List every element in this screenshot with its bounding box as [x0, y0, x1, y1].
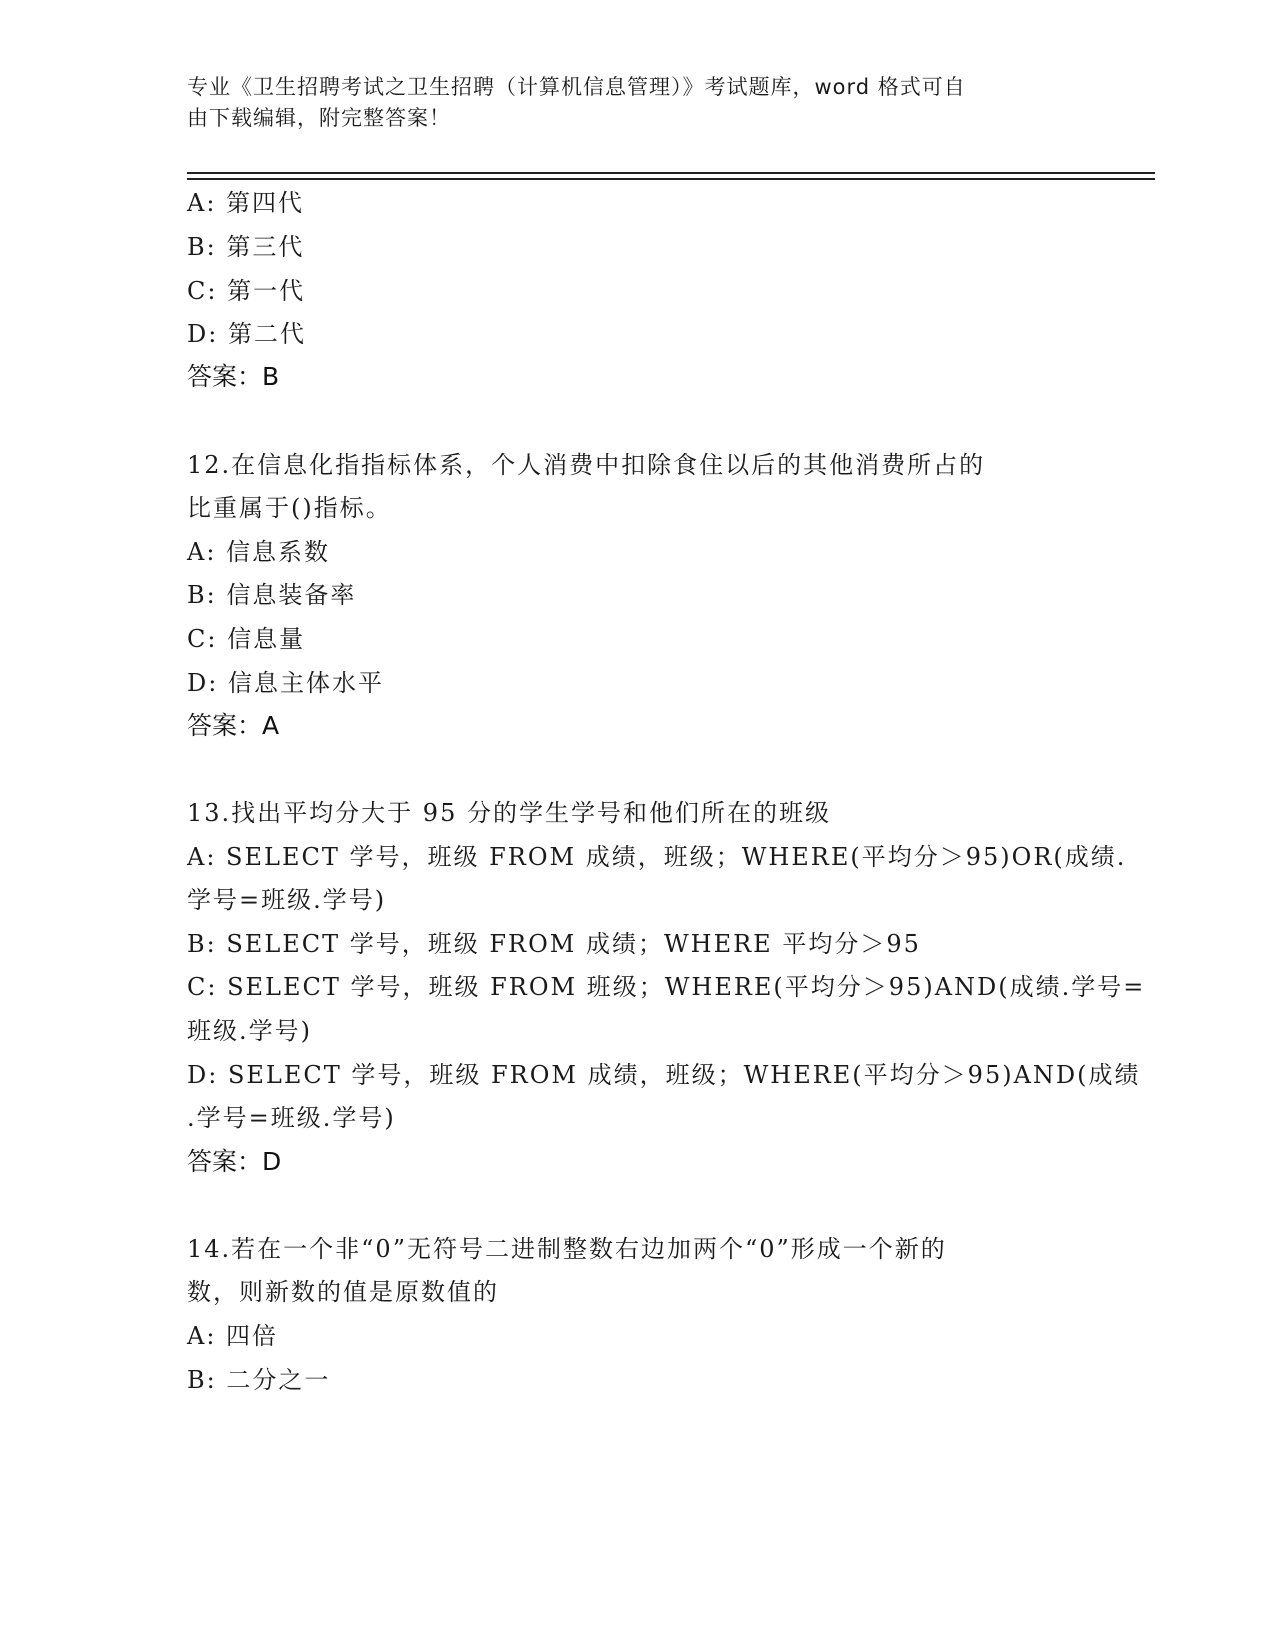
header-line-2: 由下载编辑，附完整答案！ [187, 106, 451, 130]
q13-option-c-line-1: C: SELECT 学号，班级 FROM 班级；WHERE(平均分＞95)AND(成绩.学号= [187, 973, 1146, 1001]
header-divider-top [187, 172, 1155, 174]
q11-option-a: A: 第四代 [187, 189, 305, 217]
q13-option-b: B: SELECT 学号，班级 FROM 成绩；WHERE 平均分＞95 [187, 930, 921, 958]
q14-stem-line-2: 数，则新数的值是原数值的 [187, 1278, 499, 1306]
q12-option-b: B: 信息装备率 [187, 581, 357, 609]
q11-option-b: B: 第三代 [187, 233, 305, 261]
q12-option-d: D: 信息主体水平 [187, 669, 384, 697]
q13-option-a-line-2: 学号=班级.学号) [187, 886, 387, 914]
q12-option-c: C: 信息量 [187, 625, 306, 653]
q12-answer: 答案：A [187, 711, 280, 740]
q13-answer: 答案：D [187, 1147, 282, 1176]
q14-option-a: A: 四倍 [187, 1322, 279, 1350]
q11-answer: 答案：B [187, 362, 280, 391]
header-line-1: 专业《卫生招聘考试之卫生招聘（计算机信息管理）》考试题库，word 格式可自 [187, 75, 966, 99]
q13-stem-line-1: 13.找出平均分大于 95 分的学生学号和他们所在的班级 [187, 799, 831, 827]
q12-option-a: A: 信息系数 [187, 538, 331, 566]
q11-option-c: C: 第一代 [187, 277, 306, 305]
q13-option-c-line-2: 班级.学号) [187, 1017, 312, 1045]
document-header [187, 72, 1087, 134]
q13-option-d-line-1: D: SELECT 学号，班级 FROM 成绩，班级；WHERE(平均分＞95)AND(成绩 [187, 1061, 1141, 1089]
q11-option-d: D: 第二代 [187, 320, 306, 348]
header-divider-bottom [187, 178, 1155, 180]
q14-stem-line-1: 14.若在一个非“0”无符号二进制整数右边加两个“0”形成一个新的 [187, 1235, 947, 1263]
q14-option-b: B: 二分之一 [187, 1366, 331, 1394]
q13-option-d-line-2: .学号=班级.学号) [187, 1104, 396, 1132]
q13-option-a-line-1: A: SELECT 学号，班级 FROM 成绩，班级；WHERE(平均分＞95)OR(成绩. [187, 843, 1127, 871]
q12-stem-line-2: 比重属于()指标。 [187, 494, 392, 522]
q12-stem-line-1: 12.在信息化指指标体系，个人消费中扣除食住以后的其他消费所占的 [187, 451, 986, 479]
